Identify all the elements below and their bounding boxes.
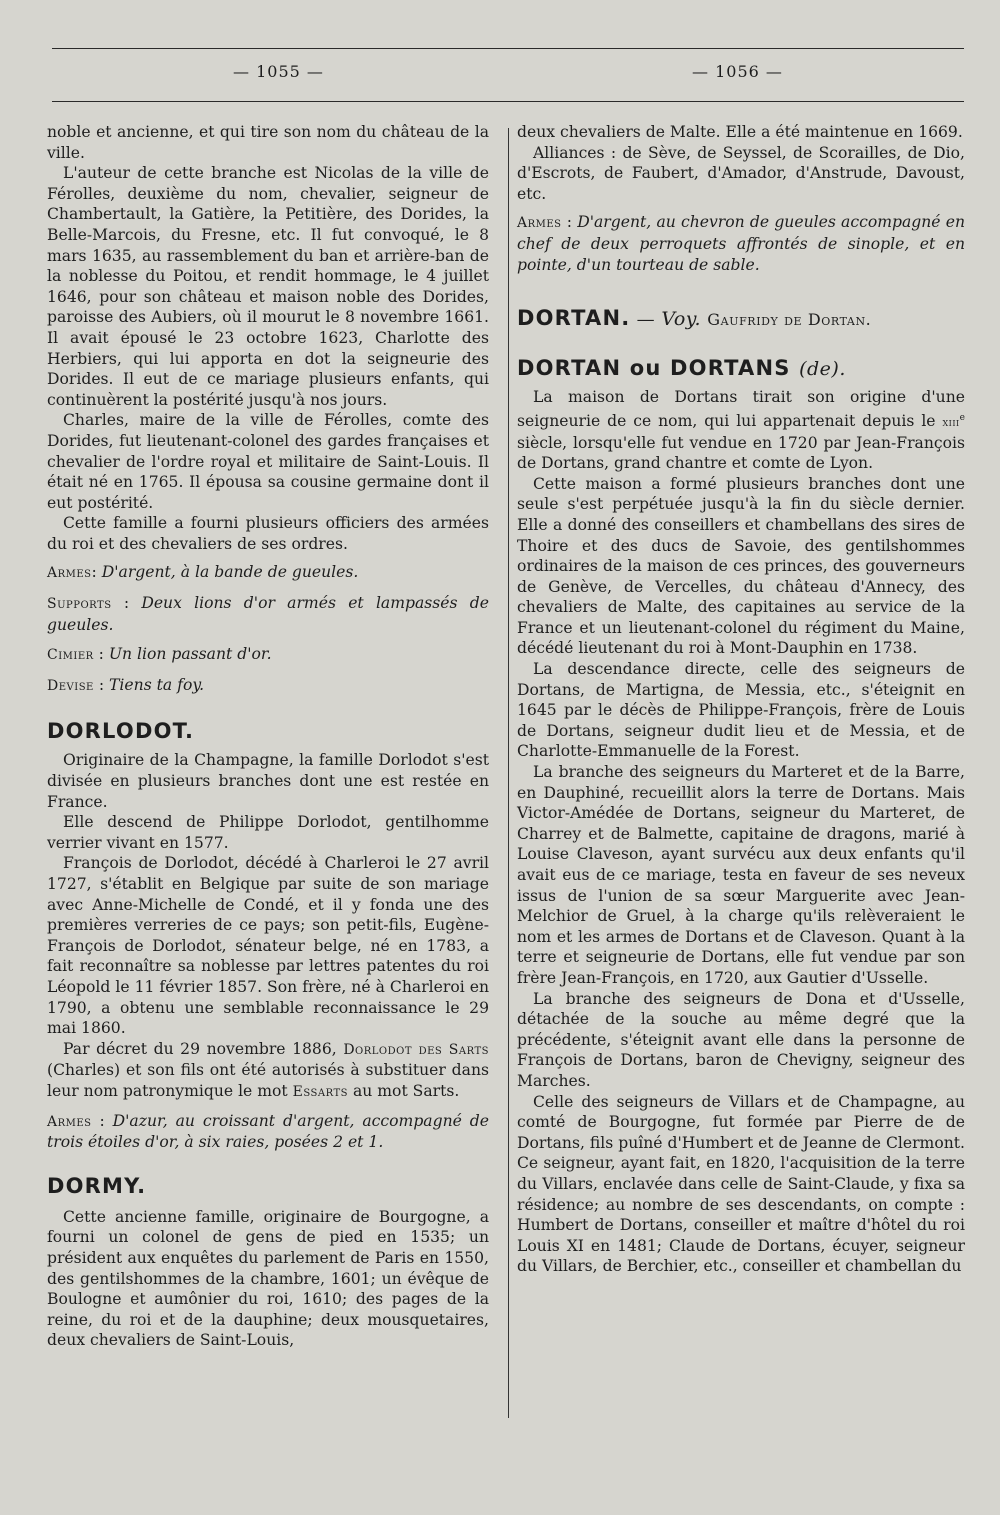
paragraph: François de Dorlodot, décédé à Charleroi le 27 avril 1727, s'établit en Belgique par suite de son mariage avec Anne-Michelle de Condé, et il y fonda une des premières verreries de ce pays; son petit-fils, Eugène-François de Dorlodot, sénateur belge, né en 1783, a fait reconnaître sa noblesse par lettres patentes du roi Léopold le 11 février 1857. Son frère, né à Charleroi en 1790, a obtenu une semblable reconnaissance le 29 mai 1860. [47, 854, 489, 1038]
armes-line: Armes: D'argent, à la bande de gueules. [47, 563, 359, 582]
century-numeral: xiii [942, 414, 960, 429]
entry-heading-dortans [517, 355, 965, 383]
paragraph: Alliances : de Sève, de Seyssel, de Scorailles, de Dio, d'Escrots, de Faubert, d'Amador, d'Anstrude, Davoust, etc. [517, 143, 965, 203]
paragraph: L'auteur de cette branche est Nicolas de la ville de Férolles, deuxième du nom, chevalier, seigneur de Chambertault, la Gatière, la Petitière, des Dorides, la Belle-Marcois, du Fresne, etc. Il fut convoqué, le 8 mars 1635, au rassemblement du ban et arrière-ban de la noblesse du Poitou, et rendit hommage, le 4 juillet 1646, pour son château et maison noble des Dorides, paroisse des Aubiers, où il mourut le 8 novembre 1661. Il avait épousé le 23 octobre 1623, Charlotte des Herbiers, qui lui apporta en dot la seigneurie des Dorides. Il eut de ce mariage plusieurs enfants, qui continuèrent la postérité jusqu'à nos jours. [47, 164, 489, 409]
dortans-title: DORTAN ou DORTANS [517, 356, 791, 381]
devise-text: Tiens ta foy. [109, 675, 205, 694]
armes-line: Armes : D'argent, au chevron de gueules accompagné en chef de deux perroquets affrontés de sinople, et en pointe, d'un tourteau de sable. [517, 213, 966, 274]
voy-label: Voy. [661, 308, 702, 331]
paragraph: Elle descend de Philippe Dorlodot, gentilhomme verrier vivant en 1577. [47, 813, 489, 852]
left-page-number: — 1055 — [233, 62, 324, 81]
armes-text: D'argent, au chevron de gueules accompagné en chef de deux perroquets affrontés de sinople, et en pointe, d'un tourteau de sable. [517, 213, 966, 274]
paragraph: Originaire de la Champagne, la famille Dorlodot s'est divisée en plusieurs branches dont une est restée en France. [47, 751, 489, 811]
dortan-crossref [630, 309, 871, 330]
dortans-suffix: (de). [799, 358, 846, 381]
devise-label: Devise [47, 677, 94, 694]
entry-heading-dormy: DORMY. [47, 1173, 147, 1198]
paragraph: La branche des seigneurs de Dona et d'Usselle, détachée de la souche au même degré que la précédente, s'éteignit avant elle dans la personne de François de Dortans, baron de Chevigny, seigneur des Marches. [517, 989, 965, 1090]
armes-text: D'azur, au croissant d'argent, accompagné de trois étoiles d'or, à six raies, posées 2 et 1. [47, 1111, 489, 1152]
paragraph: Cette ancienne famille, originaire de Bourgogne, a fourni un colonel de gens de pied en 1535; un président aux enquêtes du parlement de Paris en 1550, des gentilshommes de la chambre, 1601; un évêque de Boulogne et aumônier du roi, 1610; des pages de la reine, du roi et de la dauphine; deux mousquetaires, deux chevaliers de Saint-Louis, [47, 1207, 489, 1350]
supports-text: Deux lions d'or armés et lampassés de gueules. [47, 594, 489, 634]
text-run: siècle, lorsqu'elle fut vendue en 1720 par Jean-François de Dortans, grand chantre et comte de Lyon. [517, 433, 965, 473]
name-small-caps: Dorlodot des Sarts [343, 1041, 489, 1058]
dortan-title: DORTAN. [517, 306, 631, 331]
armes-label: Armes [47, 565, 92, 582]
supports-line: Supports : Deux lions d'or armés et lampassés de gueules. [47, 594, 489, 634]
right-page-number: — 1056 — [692, 62, 783, 81]
crossref-target: Gaufridy de Dortan. [707, 310, 872, 330]
text-run: au mot Sarts. [352, 1081, 460, 1100]
left-column [47, 122, 489, 1351]
paragraph: Charles, maire de la ville de Férolles, comte des Dorides, fut lieutenant-colonel des gardes françaises et chevalier de l'ordre royal et militaire de Saint-Louis. Il était né en 1765. Il épousa sa cousine germaine dont il eut postérité. [47, 411, 489, 512]
paragraph: La branche des seigneurs du Marteret et de la Barre, en Dauphiné, recueillit alors la terre de Dortans. Mais Victor-Amédée de Dortans, seigneur du Marteret, de Charrey et de Balmette, capitaine de dragons, marié à Louise Claveson, ayant survécu aux deux enfants qu'il avait eus de ce mariage, testa en faveur de ses neveux issus de l'union de sa sœur Marguerite avec Jean-Melchior de Gruel, à la charge qu'ils relèveraient le nom et les armes de Dortans et de Claveson. Quant à la terre et seigneurie de Dortans, elle fut vendue par son frère Jean-François, en 1720, aux Gautier d'Usselle. [517, 763, 965, 987]
paragraph: La descendance directe, celle des seigneurs de Dortans, de Martigna, de Messia, etc., s'éteignit en 1645 par le décès de Philippe-François, frère de Louis de Dortans, seigneur dudit lieu et de Messia, et de Charlotte-Emmanuelle de la Forest. [517, 660, 965, 761]
devise-line: Devise : Tiens ta foy. [47, 675, 205, 694]
paragraph: deux chevaliers de Malte. Elle a été maintenue en 1669. [517, 123, 963, 141]
entry-heading-dorlodot: DORLODOT. [47, 719, 195, 744]
paragraph [47, 1039, 489, 1103]
entry-heading-dortan [517, 305, 965, 333]
top-rule [52, 48, 964, 49]
armes-label: Armes [47, 1113, 92, 1130]
dortans-suffix-wrap [799, 359, 846, 380]
armes-line: Armes : D'azur, au croissant d'argent, accompagné de trois étoiles d'or, à six raies, posées 2 et 1. [47, 1111, 489, 1152]
header-rule [52, 101, 964, 102]
paragraph: Cette maison a formé plusieurs branches dont une seule s'est perpétuée jusqu'à la fin du siècle dernier. Elle a donné des conseillers et chambellans des sires de Thoire et des ducs de Savoie, des gentilshommes ordinaires de la maison de ces princes, des gouverneurs de Genève, de Vercelles, du château d'Annecy, des chevaliers de Malte, des capitaines au service de la France et un lieutenant-colonel du régiment du Maine, décédé lieutenant du roi à Mont-Dauphin en 1738. [517, 474, 965, 658]
dash: — [630, 309, 662, 331]
cimier-text: Un lion passant d'or. [108, 645, 272, 664]
paragraph: Celle des seigneurs de Villars et de Champagne, au comté de Bourgogne, fut formée par Pierre de de Dortans, fils puîné d'Humbert et de Jeanne de Clermont. Ce seigneur, ayant fait, en 1820, l'acquisition de la terre du Villars, enclavée dans celle de Saint-Claude, y fixa sa résidence; au nombre de ses descendants, on compte : Humbert de Dortans, conseiller et maître d'hôtel du roi Louis XI en 1481; Claude de Dortans, écuyer, seigneur du Villars, de Berchier, etc., conseiller et chambellan du [517, 1092, 965, 1276]
text-run: Par décret du 29 novembre 1886, [63, 1039, 337, 1058]
text-run: La maison de Dortans tirait son origine d'une seigneurie de ce nom, qui lui appartenait depuis le [517, 388, 965, 430]
paragraph: noble et ancienne, et qui tire son nom du château de la ville. [47, 123, 489, 162]
right-column [517, 122, 965, 1277]
supports-label: Supports [47, 596, 112, 613]
cimier-line: Cimier : Un lion passant d'or. [47, 645, 272, 664]
armes-label: Armes [517, 215, 562, 232]
armes-text: D'argent, à la bande de gueules. [101, 563, 359, 582]
text-run: (Charles) et son fils ont été autorisés à substituer dans leur nom patronymique le mot [47, 1061, 489, 1100]
column-divider [508, 128, 509, 1418]
word-small-caps: Essarts [292, 1083, 348, 1100]
paragraph: Cette famille a fourni plusieurs officiers des armées du roi et des chevaliers de ses ordres. [47, 514, 489, 553]
paragraph [517, 387, 965, 474]
cimier-label: Cimier [47, 647, 94, 664]
century-sup: e [959, 412, 965, 423]
